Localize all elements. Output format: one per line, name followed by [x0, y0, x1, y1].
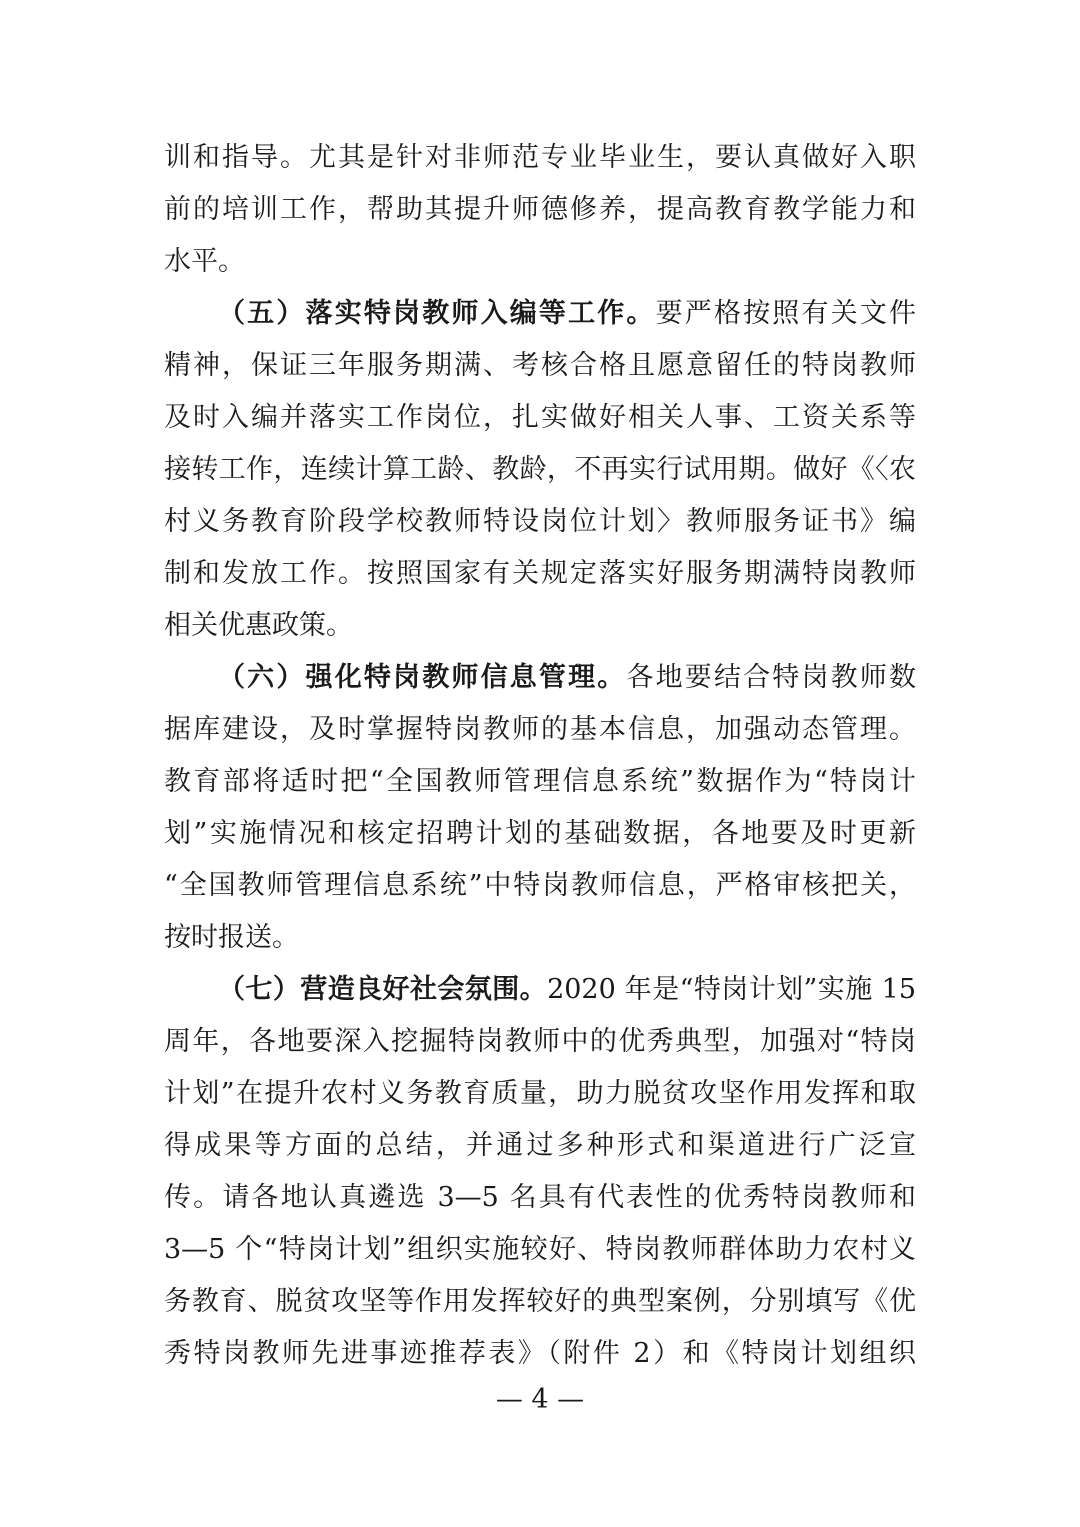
text-line: 及时入编并落实工作岗位，扎实做好相关人事、工资关系等: [164, 402, 916, 433]
paragraph-first-line: [164, 652, 916, 704]
section-heading: （五）落实特岗教师入编等工作。: [218, 298, 656, 329]
paragraph-first-line: [164, 288, 916, 340]
text-line: 各地要结合特岗教师数: [626, 662, 917, 693]
text-line: 要严格按照有关文件: [655, 298, 917, 329]
document-body: [164, 132, 916, 1380]
text-line: 前的培训工作，帮助其提升师德修养，提高教育教学能力和: [164, 194, 916, 225]
section-heading: （六）强化特岗教师信息管理。: [218, 662, 627, 693]
text-line: 周年，各地要深入挖掘特岗教师中的优秀典型，加强对“特岗: [164, 1026, 916, 1057]
text-line: 秀特岗教师先进事迹推荐表》（附件 2）和《特岗计划组织: [164, 1338, 916, 1369]
text-line: 划”实施情况和核定招聘计划的基础数据，各地要及时更新: [164, 818, 916, 849]
text-line: 2020 年是“特岗计划”实施 15: [547, 974, 916, 1005]
text-line: 3—5 个“特岗计划”组织实施较好、特岗教师群体助力农村义: [164, 1234, 916, 1265]
page-number: — 4 —: [495, 1384, 585, 1415]
section-heading: （七）营造良好社会氛围。: [218, 974, 548, 1005]
text-line: 水平。: [164, 246, 245, 277]
text-line: 制和发放工作。按照国家有关规定落实好服务期满特岗教师: [164, 558, 916, 589]
text-line: 接转工作，连续计算工龄、教龄，不再实行试用期。做好《〈农: [164, 454, 916, 485]
text-line: 教育部将适时把“全国教师管理信息系统”数据作为“特岗计: [164, 766, 916, 797]
text-line: “全国教师管理信息系统”中特岗教师信息，严格审核把关，: [164, 870, 916, 901]
text-line: 村义务教育阶段学校教师特设岗位计划〉教师服务证书》编: [164, 506, 916, 537]
text-line: 相关优惠政策。: [164, 610, 353, 641]
text-line: 计划”在提升农村义务教育质量，助力脱贫攻坚作用发挥和取: [164, 1078, 916, 1109]
text-line: 按时报送。: [164, 922, 299, 953]
text-line: 传。请各地认真遴选 3—5 名具有代表性的优秀特岗教师和: [164, 1182, 916, 1213]
text-line: 据库建设，及时掌握特岗教师的基本信息，加强动态管理。: [164, 714, 916, 745]
text-line: 务教育、脱贫攻坚等作用发挥较好的典型案例，分别填写《优: [164, 1286, 916, 1317]
paragraph-first-line: [164, 964, 916, 1016]
text-line: 得成果等方面的总结，并通过多种形式和渠道进行广泛宣: [164, 1130, 916, 1161]
text-line: 训和指导。尤其是针对非师范专业毕业生，要认真做好入职: [164, 142, 916, 173]
text-line: 精神，保证三年服务期满、考核合格且愿意留任的特岗教师: [164, 350, 916, 381]
